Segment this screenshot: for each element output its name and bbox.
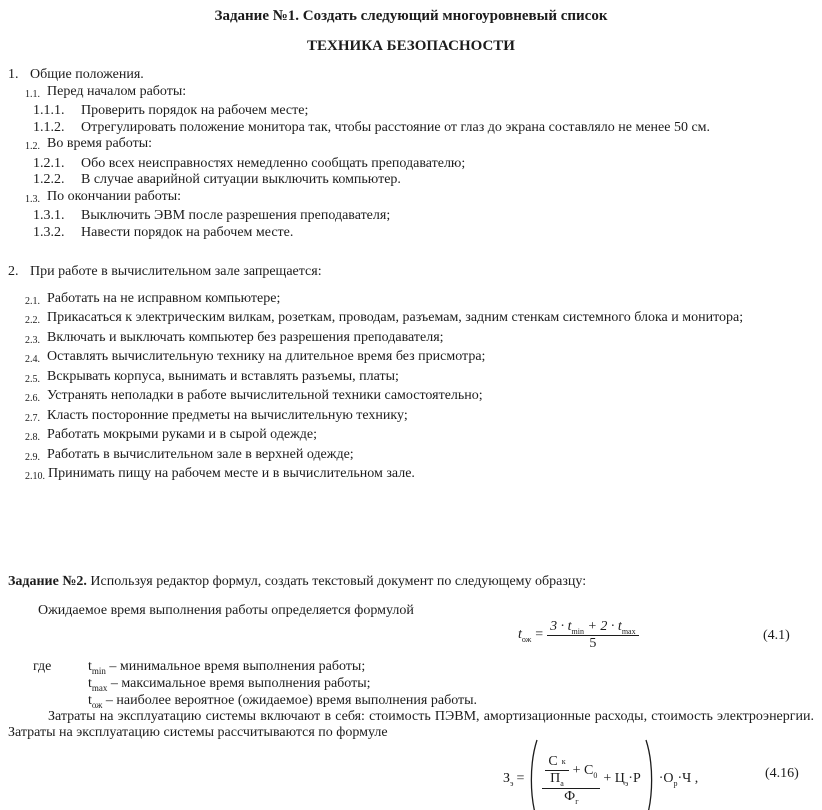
task1-title: Задание №1. Создать следующий многоуровневый список: [214, 8, 608, 24]
right-paren: [644, 737, 656, 810]
definition-rest: – наиболее вероятное (ожидаемое) время выполнения работы.: [102, 692, 478, 708]
task2-lead-bold: Задание №2.: [8, 573, 87, 589]
left-paren: [527, 737, 539, 810]
term: t: [88, 692, 92, 708]
subscript: г: [575, 796, 579, 806]
definition-row: [8, 692, 814, 709]
term: ·Р: [628, 771, 641, 787]
item-text: Обо всех неисправностях немедленно сообщать преподавателю;: [81, 155, 466, 171]
item-number: 1.1.2.: [33, 119, 65, 135]
formula-4-16: [503, 734, 698, 810]
subscript: э: [510, 779, 514, 789]
numerator-part: [550, 619, 635, 636]
item-number: 2.: [8, 264, 19, 279]
item-text: При работе в вычислительном зале запрещается:: [30, 264, 322, 279]
item-text: Работать мокрыми руками и в сырой одежде;: [47, 427, 318, 442]
term: + С: [572, 762, 594, 778]
definition-text: [88, 692, 477, 709]
formula-4-1-row: [8, 614, 814, 658]
item-number: 2.7.: [25, 412, 40, 424]
where-label-spacer: [33, 692, 88, 709]
list-item: [33, 156, 814, 173]
term: Ф: [564, 788, 576, 804]
variable: З: [503, 771, 511, 787]
item-text: Во время работы:: [47, 136, 153, 151]
definition-row: [8, 675, 814, 692]
item-text: Принимать пищу на рабочем месте и в вычислительном зале.: [48, 466, 415, 481]
item-text: Работать на не исправном компьютере;: [47, 290, 281, 306]
item-text: Отрегулировать положение монитора так, чтобы расстояние от глаз до экрана составляло не менее 50 см.: [81, 119, 711, 135]
item-text: В случае аварийной ситуации выключить компьютер.: [81, 172, 401, 187]
inner-fraction-denominator: [545, 770, 568, 788]
task2-lead: [8, 574, 814, 591]
term: + 2 · t: [583, 618, 622, 634]
plus-term: [603, 771, 640, 788]
equals-sign: =: [516, 771, 525, 787]
list-item: [25, 136, 814, 156]
item-number: 1.1.: [25, 88, 40, 100]
section2-heading-row: [8, 264, 814, 281]
fraction-denominator: 5: [547, 635, 638, 653]
list-item: [25, 189, 814, 209]
inner-fraction-numerator: С к: [548, 753, 566, 769]
subscript: р: [673, 779, 678, 789]
list-item: [33, 120, 814, 137]
item-text: Оставлять вычислительную технику на длительное время без присмотра;: [47, 349, 486, 364]
formula-4-16-row: [8, 734, 814, 810]
item-number: 2.3.: [25, 334, 40, 346]
outer-fraction-denominator: [542, 788, 600, 806]
safety-heading: ТЕХНИКА БЕЗОПАСНОСТИ: [307, 37, 515, 54]
list-item: [25, 310, 814, 330]
item-text: Общие положения.: [30, 67, 144, 82]
where-block: [8, 658, 814, 709]
list-item: [25, 349, 814, 369]
section2-items: [8, 291, 814, 486]
subscript: а: [560, 779, 564, 789]
item-number: 2.6.: [25, 393, 40, 404]
list-item: [33, 103, 814, 120]
para-expected-time: Ожидаемое время выполнения работы определяется формулой: [38, 603, 414, 618]
subscript: min: [91, 665, 106, 676]
definition-text: [88, 658, 365, 675]
item-text: Выключить ЭВМ после разрешения преподавателя;: [81, 208, 391, 223]
item-number: 2.1.: [25, 295, 40, 307]
definition-rest: – минимальное время выполнения работы;: [105, 658, 366, 674]
item-number: 1.2.1.: [33, 155, 65, 171]
fraction: [547, 619, 638, 653]
subscript: max: [621, 626, 636, 636]
tail-term: [659, 771, 699, 788]
subscript: min: [571, 626, 584, 636]
section1-heading-row: [8, 67, 814, 84]
item-number: 1.3.: [25, 193, 40, 205]
definition-text: [88, 675, 371, 692]
item-text: Перед началом работы:: [47, 83, 187, 99]
term: 3 · t: [550, 618, 572, 634]
item-text: Навести порядок на рабочем месте.: [81, 224, 294, 240]
outer-fraction-numerator: [542, 754, 600, 788]
list-item: [25, 84, 814, 104]
variable: t: [518, 627, 522, 643]
term: ·О: [658, 771, 674, 787]
list-item: [25, 388, 814, 408]
item-number: 1.2.2.: [33, 172, 65, 187]
list-item: [33, 172, 814, 189]
term: t: [88, 675, 92, 691]
item-number: 2.2.: [25, 315, 40, 326]
definition-row: [8, 658, 814, 675]
formula-4-1: [518, 614, 639, 658]
task2-lead-text: Используя редактор формул, создать текстовый документ по следующему образцу:: [86, 573, 587, 589]
subscript: 0: [593, 770, 598, 780]
list-item: [25, 369, 814, 389]
item-text: Прикасаться к электрическим вилкам, розеткам, проводам, разъемам, задним стенкам системного блока и монитора;: [47, 310, 744, 325]
equation-tag-4-16: (4.16): [765, 765, 799, 781]
item-number: 1.1.1.: [33, 103, 65, 118]
item-number: 1.3.2.: [33, 224, 65, 240]
item-number: 2.10.: [25, 471, 45, 482]
para-costs: Затраты на эксплуатацию системы включают в себя: стоимость ПЭВМ, амортизационные расходы, стоимость электроэнергии. Затраты на эксплуатацию системы рассчитываются по формуле: [8, 708, 814, 740]
fraction-numerator: [547, 619, 638, 636]
list-item: [33, 208, 814, 225]
item-text: Класть посторонние предметы на вычислительную технику;: [47, 407, 408, 423]
equals-sign: =: [535, 627, 544, 643]
subscript: ож: [521, 635, 532, 645]
list-item: [25, 466, 814, 486]
list-item: [25, 330, 814, 350]
subscript: ож: [91, 699, 103, 710]
where-label: где: [33, 658, 52, 674]
item-text: Работать в вычислительном зале в верхней одежде;: [47, 446, 354, 462]
term: + Ц: [603, 771, 625, 787]
item-number: 1.2.: [25, 141, 40, 152]
list-item: [25, 408, 814, 428]
plus-term: [573, 763, 598, 780]
list-item: [33, 225, 814, 242]
item-text: Вскрывать корпуса, вынимать и вставлять разъемы, платы;: [47, 368, 399, 384]
item-number: 2.4.: [25, 354, 40, 365]
term: С: [548, 753, 558, 769]
item-number: 2.8.: [25, 432, 40, 443]
subscript: max: [91, 682, 108, 693]
where-label-spacer: [33, 675, 88, 692]
item-number: 2.9.: [25, 451, 40, 463]
list-item: [25, 291, 814, 311]
equation-tag-4-1: (4.1): [763, 627, 790, 643]
item-number: 1.: [8, 67, 19, 82]
item-text: По окончании работы:: [47, 188, 181, 204]
item-text: Включать и выключать компьютер без разрешения преподавателя;: [47, 329, 444, 345]
term: ·Ч ,: [677, 771, 699, 787]
item-number: 1.3.1.: [33, 208, 65, 223]
definition-rest: – максимальное время выполнения работы;: [107, 675, 371, 691]
item-text: Устранять неполадки в работе вычислительной техники самостоятельно;: [47, 388, 483, 403]
term: t: [88, 658, 92, 674]
item-text: Проверить порядок на рабочем месте;: [81, 103, 309, 118]
item-number: 2.5.: [25, 373, 40, 385]
inner-fraction: [545, 754, 568, 788]
outer-fraction: [542, 754, 600, 806]
term: П: [550, 771, 561, 787]
formula-lhs: [518, 627, 531, 644]
subscript: э: [624, 779, 629, 789]
formula-lhs: [503, 771, 513, 788]
list-item: [25, 427, 814, 447]
list-item: [25, 447, 814, 467]
